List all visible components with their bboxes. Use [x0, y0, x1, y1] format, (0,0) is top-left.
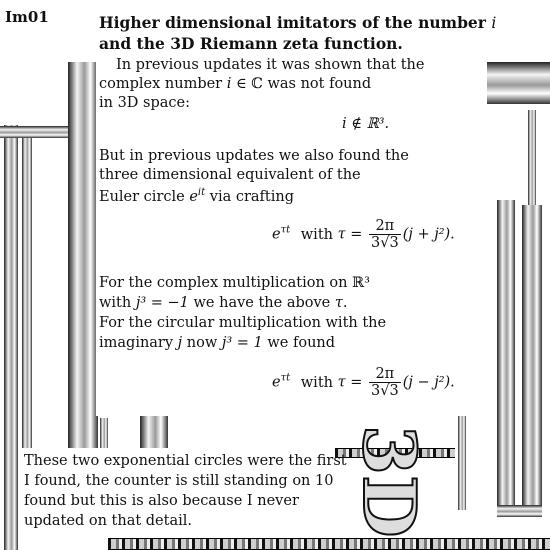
eq3-num: 2π: [369, 366, 401, 383]
eq3-e: e: [272, 374, 281, 391]
p1-var-i: i: [226, 76, 232, 92]
p2-line-1: But in previous updates we also found the: [99, 148, 409, 164]
equation-2: [272, 218, 455, 251]
p4-line-3: found but this is also because I never: [24, 493, 299, 509]
p3-with: with: [99, 295, 136, 311]
p2-euler-e: e: [189, 188, 198, 205]
title-var: i: [491, 14, 497, 32]
p4-line-2: I found, the counter is still standing on 10: [24, 473, 334, 489]
p3-j-cubed-pos: j³ = 1: [221, 335, 263, 351]
eq2-right: (j + j²).: [402, 226, 455, 243]
p2-line-3: [99, 184, 294, 206]
title-line-1: [99, 13, 496, 33]
p2-text-a: Euler circle: [99, 188, 190, 205]
p3-j: j: [177, 335, 183, 351]
p3-line-4: [99, 334, 335, 352]
p1-line-1: In previous updates it was shown that the: [116, 57, 425, 73]
p3-period: .: [342, 295, 348, 311]
p1-line-3: in 3D space:: [99, 95, 191, 111]
metal-frame-right-outer: [522, 205, 542, 510]
p2-line-2: three dimensional equivalent of the: [99, 167, 361, 183]
eq2-den: 3√3: [370, 235, 399, 251]
p1-text-a: complex number: [99, 76, 227, 92]
metal-pillar-center: [68, 62, 98, 482]
p3-above: we have the above: [188, 295, 335, 311]
eq2-with: with: [300, 226, 333, 243]
eq2-tau: τ =: [337, 226, 363, 243]
title-line-2: and the 3D Riemann zeta function.: [99, 34, 403, 53]
metal-bar-right-mid: [458, 415, 466, 510]
title-text-1: Higher dimensional imitators of the number: [99, 13, 486, 32]
chain-bottom: [108, 538, 550, 550]
metal-block-top-right: [487, 62, 550, 104]
eq3-tau: τ =: [337, 374, 363, 391]
p3-r3: ℝ³: [352, 275, 370, 291]
metal-bar-right-thin: [528, 110, 536, 210]
p3-line-1: [99, 274, 370, 292]
p3-j-cubed-neg: j³ = −1: [135, 295, 189, 311]
eq2-num: 2π: [369, 218, 401, 235]
eq2-e: e: [272, 226, 281, 243]
eq2-exp: τt: [280, 224, 291, 236]
p3-line-2: [99, 294, 348, 312]
p3-line-3: For the circular multiplication with the: [99, 315, 387, 331]
p3-imaginary: imaginary: [99, 335, 178, 351]
eq3-den: 3√3: [370, 383, 399, 399]
metal-bar-left-long: [4, 125, 18, 550]
eq3-exp: τt: [280, 372, 291, 384]
equation-1: i ∉ ℝ³.: [342, 116, 390, 132]
metal-frame-right-bottom: [497, 505, 542, 517]
metal-frame-right: [497, 200, 515, 515]
eq3-right: (j − j²).: [402, 374, 455, 391]
eq3-with: with: [300, 374, 333, 391]
p4-line-4: updated on that detail.: [24, 513, 192, 529]
p1-line-2: [99, 75, 371, 93]
p2-text-d: via crafting: [205, 188, 294, 205]
equation-3: [272, 366, 455, 399]
logo-3d: 3D: [347, 425, 432, 538]
p2-euler-exp: it: [197, 187, 206, 198]
p3-found: we found: [262, 335, 336, 351]
p3-tau: τ: [334, 295, 343, 311]
eq3-fraction: [369, 366, 401, 399]
p3-now: now: [182, 335, 222, 351]
metal-bar-left-short: [22, 135, 32, 455]
p4-line-1: These two exponential circles were the first: [24, 453, 347, 469]
p1-text-c: ∈ ℂ was not found: [231, 76, 372, 92]
p3-text-a: For the complex multiplication on: [99, 275, 353, 291]
eq2-fraction: [369, 218, 401, 251]
page-label: Im01: [5, 8, 49, 26]
